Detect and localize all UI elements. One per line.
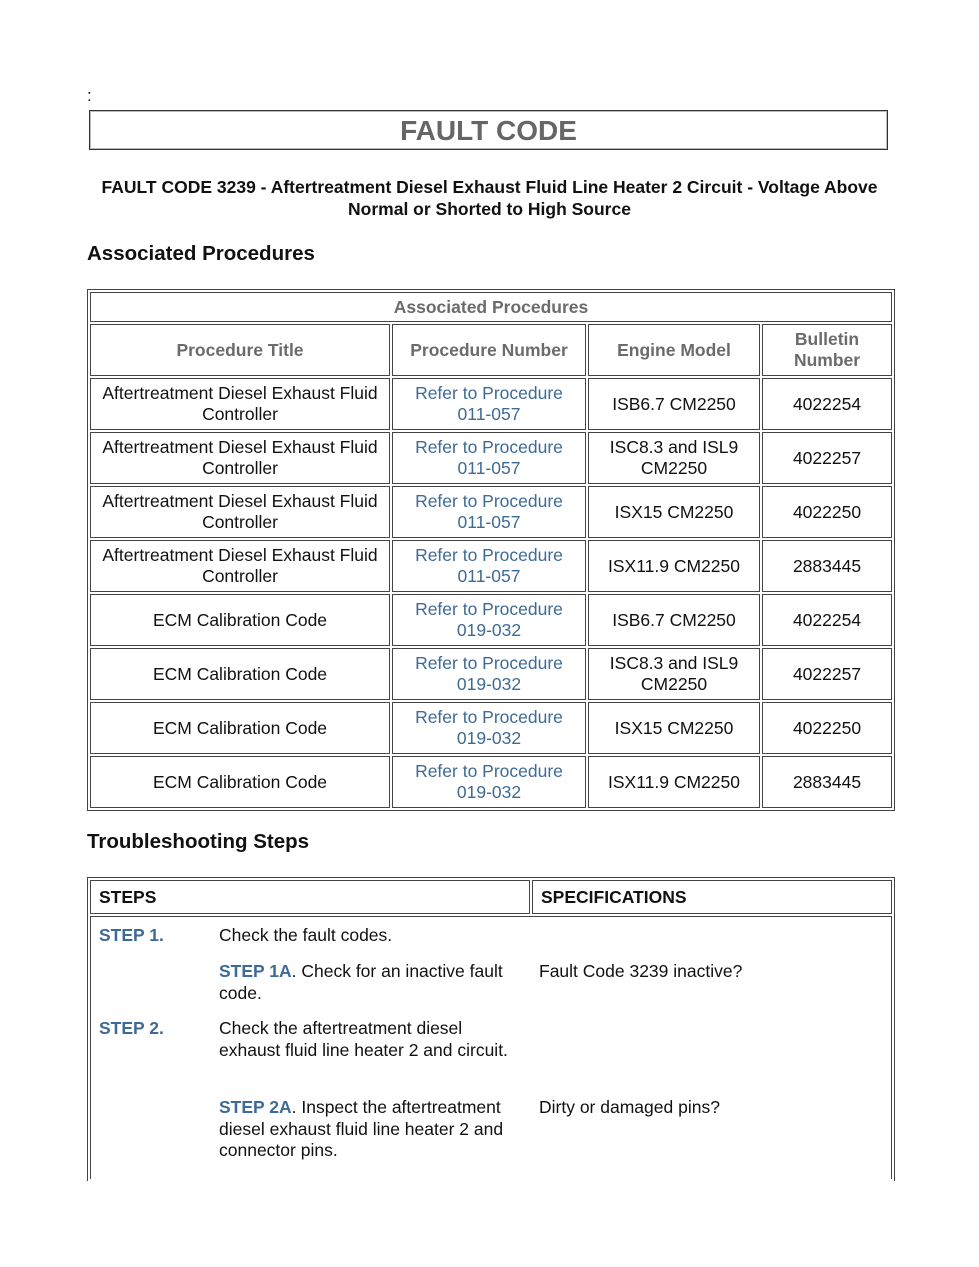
step-2a [219,1097,519,1162]
bulletin-number: 4022254 [762,594,892,646]
procedure-title: ECM Calibration Code [90,756,390,808]
header-procedure-number: Procedure Number [392,324,586,376]
step-1a [219,961,509,1004]
procedure-title: Aftertreatment Diesel Exhaust Fluid Controller [90,486,390,538]
engine-model: ISX15 CM2250 [588,486,760,538]
header-bulletin-number: Bulletin Number [762,324,892,376]
associated-procedures-heading: Associated Procedures [87,242,315,265]
procedure-link[interactable]: Refer to Procedure 011-057 [392,378,586,430]
procedure-title: Aftertreatment Diesel Exhaust Fluid Controller [90,540,390,592]
procedure-link[interactable]: Refer to Procedure 019-032 [392,648,586,700]
table-row [90,378,892,430]
step-2-text: Check the aftertreatment diesel exhaust fluid line heater 2 and circuit. [219,1018,508,1060]
table-row [90,432,892,484]
fault-code-title: FAULT CODE 3239 - Aftertreatment Diesel Exhaust Fluid Line Heater 2 Circuit - Voltage Above Normal or Shorted to High Source [101,177,878,219]
table-row [90,540,892,592]
step-2a-number[interactable]: STEP 2A [219,1097,292,1117]
step-2a-text: . Inspect the aftertreatment diesel exhaust fluid line heater 2 and connector pins. [219,1097,504,1160]
header-engine-model: Engine Model [588,324,760,376]
table-row [90,756,892,808]
procedure-title: ECM Calibration Code [90,702,390,754]
engine-model: ISX15 CM2250 [588,702,760,754]
steps-body [90,916,892,1179]
step-1-text: Check the fault codes. [219,925,393,945]
step-1a-spec: Fault Code 3239 inactive? [539,961,743,981]
engine-model: ISB6.7 CM2250 [588,594,760,646]
procedure-title: ECM Calibration Code [90,594,390,646]
header-specifications: SPECIFICATIONS [532,880,892,914]
associated-procedures-table [87,289,895,811]
procedure-link[interactable]: Refer to Procedure 019-032 [392,756,586,808]
bulletin-number: 4022250 [762,486,892,538]
table-caption: Associated Procedures [90,292,892,322]
step-2a-spec: Dirty or damaged pins? [539,1097,720,1117]
troubleshooting-steps-heading: Troubleshooting Steps [87,830,310,853]
procedure-link[interactable]: Refer to Procedure 011-057 [392,432,586,484]
procedure-link[interactable]: Refer to Procedure 011-057 [392,486,586,538]
procedure-link[interactable]: Refer to Procedure 019-032 [392,594,586,646]
procedure-title: Aftertreatment Diesel Exhaust Fluid Controller [90,432,390,484]
troubleshooting-steps-table [87,877,895,1181]
engine-model: ISC8.3 and ISL9 CM2250 [588,432,760,484]
table-row [90,594,892,646]
bulletin-number: 4022257 [762,432,892,484]
colon-mark: : [87,86,92,105]
bulletin-number: 4022257 [762,648,892,700]
bulletin-number: 4022250 [762,702,892,754]
fault-code-banner: FAULT CODE [89,110,888,150]
bulletin-number: 4022254 [762,378,892,430]
engine-model: ISC8.3 and ISL9 CM2250 [588,648,760,700]
step-1-number[interactable]: STEP 1. [99,925,164,945]
procedure-link[interactable]: Refer to Procedure 011-057 [392,540,586,592]
table-row [90,702,892,754]
step-1a-text: . Check for an inactive fault code. [219,961,503,1003]
bulletin-number: 2883445 [762,756,892,808]
procedure-link[interactable]: Refer to Procedure 019-032 [392,702,586,754]
table-row [90,486,892,538]
procedure-title: Aftertreatment Diesel Exhaust Fluid Controller [90,378,390,430]
bulletin-number: 2883445 [762,540,892,592]
step-1a-number[interactable]: STEP 1A [219,961,292,981]
header-procedure-title: Procedure Title [90,324,390,376]
engine-model: ISX11.9 CM2250 [588,540,760,592]
step-2-number[interactable]: STEP 2. [99,1018,164,1038]
procedure-title: ECM Calibration Code [90,648,390,700]
engine-model: ISX11.9 CM2250 [588,756,760,808]
header-steps: STEPS [90,880,530,914]
engine-model: ISB6.7 CM2250 [588,378,760,430]
table-row [90,648,892,700]
